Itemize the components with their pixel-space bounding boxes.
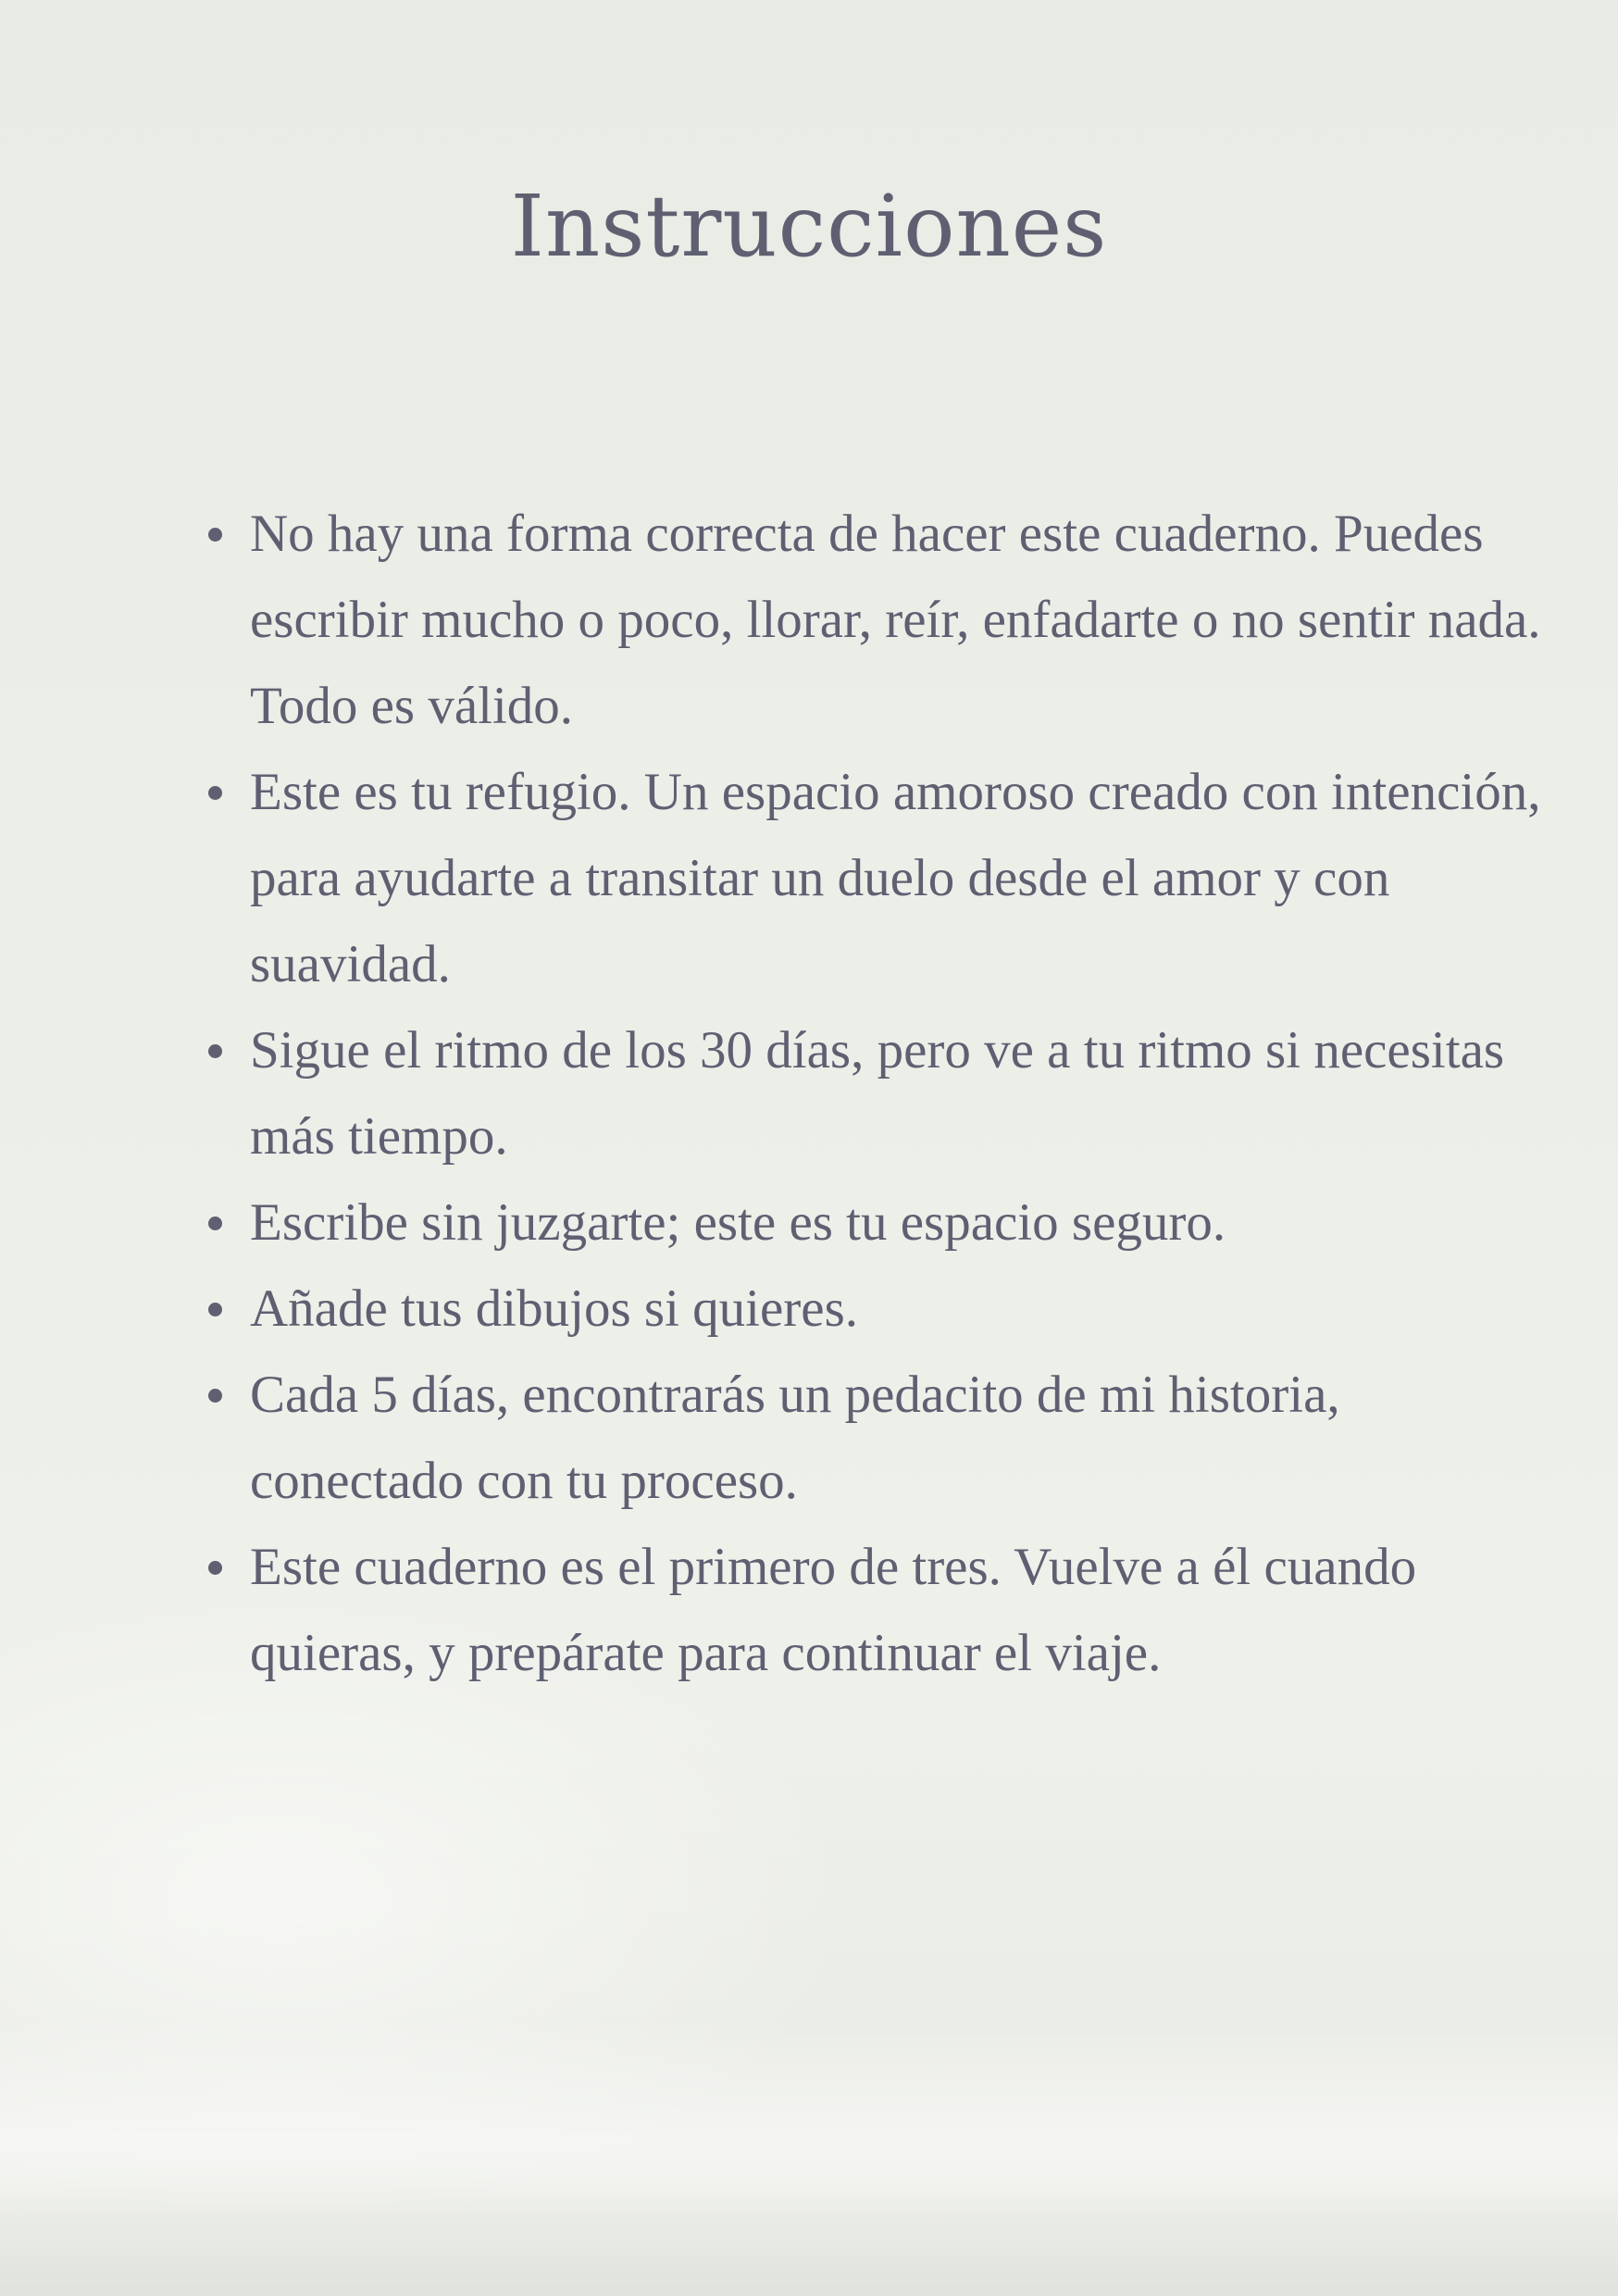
background-light-band: [0, 2018, 1618, 2296]
list-item: Cada 5 días, encontrarás un pedacito de mi historia, conectado con tu proceso.: [250, 1352, 1546, 1524]
page-title: Instrucciones: [510, 177, 1108, 276]
background-floor-shadow: [0, 2185, 1618, 2296]
list-item: No hay una forma correcta de hacer este cuaderno. Puedes escribir mucho o poco, llorar, reír, enfadarte o no sentir nada. Todo es válido.: [250, 491, 1546, 749]
list-item: Sigue el ritmo de los 30 días, pero ve a tu ritmo si necesitas más tiempo.: [250, 1007, 1546, 1179]
instructions-list: [250, 491, 1546, 1696]
list-item: Este es tu refugio. Un espacio amoroso creado con intención, para ayudarte a transitar un duelo desde el amor y con suavidad.: [250, 749, 1546, 1007]
list-item: Este cuaderno es el primero de tres. Vuelve a él cuando quieras, y prepárate para continuar el viaje.: [250, 1524, 1546, 1696]
list-item: Escribe sin juzgarte; este es tu espacio seguro.: [250, 1179, 1546, 1266]
list-item: Añade tus dibujos si quieres.: [250, 1266, 1546, 1352]
